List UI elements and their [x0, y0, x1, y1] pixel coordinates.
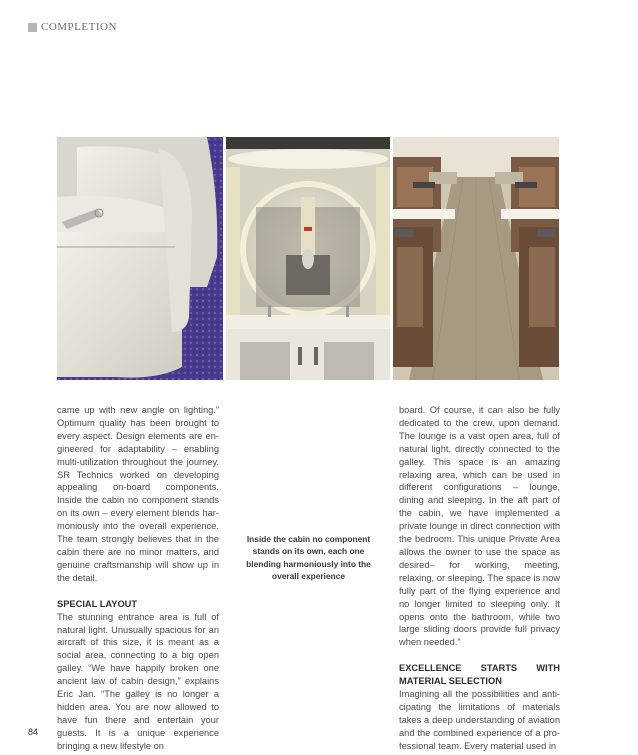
subheading-material-selection: EXCELLENCE STARTS WITH MATERIAL SELECTION [399, 663, 560, 687]
subheading-special-layout: SPECIAL LAYOUT [57, 598, 138, 609]
body-paragraph: Imagining all the possibilities and anticipating the limitations of materials takes a deep understanding of aviation and the combined experience of a professional team. Every material used in [399, 689, 560, 751]
section-header [28, 21, 117, 33]
body-paragraph: The stunning entrance area is full of natural light. Unusually spacious for an aircraft of this size, it is meant as a social area, connecting to a big open galley. “We have happily broken one ancient law of cabin design,” explains Eric Jan. “The galley is no longer a hidden area. You are now allowed to have fun there and entertain your guests. It is a unique experience bringing a new lifestyle on [57, 611, 219, 751]
pull-quote: Inside the cabin no component stands on its own, each one blending harmoniously into the overall experience [246, 534, 371, 582]
body-paragraph: came up with new angle on lighting.” Optimum quality has been brought to every aspect. Design elements are engineered for adaptability – enabling multi-utilization throughout the journey. SR Technics worked on developing appealing on-board components. Inside the cabin no component stands on its own – every element blends harmoniously into the overall experience. The team strongly believes that in the cabin there are no minor matters, and genuine craftsmanship will show up in the detail. [57, 405, 219, 583]
left-text-column [57, 404, 219, 753]
white-leather-seat-photo [57, 137, 223, 380]
section-title: COMPLETION [41, 21, 117, 33]
section-square-icon [28, 23, 37, 32]
body-paragraph: board. Of course, it can also be fully dedicated to the crew, upon demand. The lounge is a vast open area, full of natural light, directly connected to the galley. This space is an amazing relaxing area, which can be used in different configurations – lounge, dining and sleeping. In the aft part of the cabin, we have implemented a private lounge in direct connection with the bedroom. This unique Private Area allows the owner to use the space as desired– for working, meeting, relaxing, or sleeping. The space is now fully part of the flying experience and no longer limited to sleeping only. It opens onto the bathroom, while two large sliding doors provide full privacy when needed.” [399, 405, 560, 648]
right-text-column [399, 404, 560, 753]
page-number: 84 [28, 727, 39, 737]
cabin-lounge-aisle-photo [393, 137, 559, 380]
round-mirror-washroom-photo [226, 137, 390, 380]
